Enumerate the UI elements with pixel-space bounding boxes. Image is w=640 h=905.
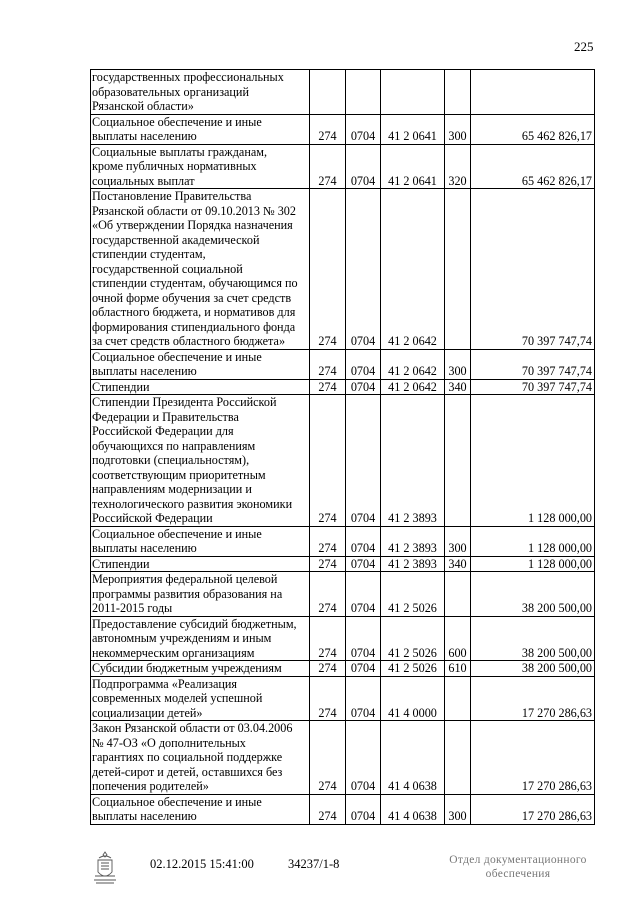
amount-cell: 65 462 826,17	[471, 114, 595, 144]
budget-table	[90, 69, 595, 825]
item-name-line: Стипендии	[92, 379, 150, 394]
target-article-cell: 41 4 0638	[381, 721, 445, 795]
target-article-cell: 41 4 0638	[381, 794, 445, 824]
section-code-cell: 0704	[346, 526, 381, 556]
item-name-cell	[91, 721, 310, 795]
item-name-line: формирования стипендиального фонда	[92, 319, 296, 334]
stamp-line: Отдел документационного	[449, 854, 587, 866]
footer	[0, 850, 640, 890]
item-name-line: Рязанской области от 09.10.2013 № 302	[92, 203, 296, 218]
item-name-cell	[91, 676, 310, 721]
item-name-line: Закон Рязанской области от 03.04.2006	[92, 721, 293, 735]
amount-cell	[471, 70, 595, 115]
item-name-line: Предоставление субсидий бюджетным,	[92, 616, 297, 631]
section-code-cell: 0704	[346, 676, 381, 721]
table-row	[91, 114, 595, 144]
department-code-cell: 274	[310, 721, 346, 795]
table-row	[91, 144, 595, 189]
item-name-line: автономным учреждениям и иным	[92, 631, 272, 645]
stamp-line: обеспечения	[485, 868, 551, 880]
amount-cell: 70 397 747,74	[471, 379, 595, 395]
item-name-line: социализации детей»	[92, 705, 203, 720]
item-name-line: попечения родителей»	[92, 779, 209, 793]
section-code-cell: 0704	[346, 395, 381, 527]
target-article-cell: 41 4 0000	[381, 676, 445, 721]
target-article-cell	[381, 70, 445, 115]
amount-cell: 1 128 000,00	[471, 556, 595, 572]
item-name-line: гарантиях по социальной поддержке	[92, 750, 283, 764]
expense-type-cell: 300	[445, 526, 471, 556]
table-row	[91, 616, 595, 661]
document-date: 02.12.2015 15:41:00	[150, 857, 254, 871]
target-article-cell: 41 2 3893	[381, 395, 445, 527]
section-code-cell: 0704	[346, 661, 381, 677]
target-article-cell: 41 2 0641	[381, 114, 445, 144]
expense-type-cell: 340	[445, 556, 471, 572]
amount-cell: 70 397 747,74	[471, 349, 595, 379]
item-name-line: областного бюджета, и нормативов для	[92, 305, 296, 319]
target-article-cell: 41 2 0642	[381, 349, 445, 379]
item-name-line: детей-сирот и детей, оставшихся без	[92, 764, 283, 779]
item-name-line: Мероприятия федеральной целевой	[92, 572, 278, 586]
department-code-cell: 274	[310, 676, 346, 721]
expense-type-cell: 340	[445, 379, 471, 395]
department-code-cell	[310, 70, 346, 115]
amount-cell: 38 200 500,00	[471, 572, 595, 617]
amount-cell: 17 270 286,63	[471, 721, 595, 795]
item-name-cell	[91, 144, 310, 189]
item-name-line: некоммерческим организациям	[92, 645, 255, 660]
department-code-cell: 274	[310, 526, 346, 556]
amount-cell: 65 462 826,17	[471, 144, 595, 189]
item-name-cell	[91, 379, 310, 395]
item-name-line: стипендии студентам,	[92, 247, 206, 261]
table-row	[91, 349, 595, 379]
item-name-line: Российской Федерации для	[92, 424, 234, 438]
item-name-cell	[91, 556, 310, 572]
expense-type-cell: 300	[445, 349, 471, 379]
amount-cell: 38 200 500,00	[471, 616, 595, 661]
item-name-cell	[91, 114, 310, 144]
item-name-line: Социальное обеспечение и иные	[92, 114, 262, 129]
item-name-line: Социальное обеспечение и иные	[92, 526, 262, 541]
item-name-line: Рязанской области»	[92, 99, 194, 113]
table-row	[91, 189, 595, 350]
item-name-line: образовательных организаций	[92, 84, 249, 99]
table-row	[91, 526, 595, 556]
item-name-line: выплаты населению	[92, 541, 197, 555]
item-name-line: «Об утверждении Порядка назначения	[92, 218, 293, 232]
item-name-line: подготовки (специальностям),	[92, 453, 250, 467]
expense-type-cell: 300	[445, 794, 471, 824]
expense-type-cell	[445, 721, 471, 795]
document-code: 34237/1-8	[288, 857, 340, 871]
table-row	[91, 572, 595, 617]
item-name-line: кроме публичных нормативных	[92, 159, 257, 173]
expense-type-cell	[445, 70, 471, 115]
section-code-cell: 0704	[346, 189, 381, 350]
item-name-line: стипендии студентам, обучающимся по	[92, 276, 298, 290]
item-name-line: социальных выплат	[92, 173, 195, 188]
item-name-line: государственной академической	[92, 232, 260, 247]
department-code-cell: 274	[310, 794, 346, 824]
section-code-cell: 0704	[346, 349, 381, 379]
item-name-cell	[91, 616, 310, 661]
amount-cell: 38 200 500,00	[471, 661, 595, 677]
item-name-line: № 47-ОЗ «О дополнительных	[92, 735, 246, 750]
table-row	[91, 395, 595, 527]
item-name-line: Подпрограмма «Реализация	[92, 676, 238, 691]
section-code-cell: 0704	[346, 114, 381, 144]
item-name-line: за счет средств областного бюджета»	[92, 334, 286, 348]
page-number: 225	[574, 39, 594, 54]
department-code-cell: 274	[310, 661, 346, 677]
item-name-line: выплаты населению	[92, 129, 197, 143]
item-name-line: государственной социальной	[92, 261, 243, 276]
amount-cell: 17 270 286,63	[471, 794, 595, 824]
section-code-cell	[346, 70, 381, 115]
expense-type-cell: 320	[445, 144, 471, 189]
item-name-cell	[91, 794, 310, 824]
item-name-line: 2011-2015 годы	[92, 601, 173, 615]
expense-type-cell	[445, 189, 471, 350]
item-name-line: Социальное обеспечение и иные	[92, 349, 262, 364]
target-article-cell: 41 2 5026	[381, 616, 445, 661]
expense-type-cell: 610	[445, 661, 471, 677]
department-code-cell: 274	[310, 144, 346, 189]
department-code-cell: 274	[310, 395, 346, 527]
item-name-cell	[91, 189, 310, 350]
item-name-line: современных моделей успешной	[92, 691, 263, 705]
item-name-cell	[91, 349, 310, 379]
target-article-cell: 41 2 0641	[381, 144, 445, 189]
table-row	[91, 794, 595, 824]
item-name-line: Постановление Правительства	[92, 189, 252, 203]
item-name-line: Субсидии бюджетным учреждениям	[92, 661, 282, 675]
expense-type-cell: 300	[445, 114, 471, 144]
section-code-cell: 0704	[346, 721, 381, 795]
amount-cell: 70 397 747,74	[471, 189, 595, 350]
table-row	[91, 676, 595, 721]
item-name-line: Социальное обеспечение и иные	[92, 794, 262, 809]
item-name-line: выплаты населению	[92, 809, 197, 823]
department-stamp	[448, 853, 588, 881]
item-name-line: выплаты населению	[92, 364, 197, 378]
table-row	[91, 721, 595, 795]
item-name-line: Стипендии Президента Российской	[92, 395, 277, 409]
coat-of-arms-icon	[92, 850, 118, 884]
table-row	[91, 379, 595, 395]
amount-cell: 1 128 000,00	[471, 526, 595, 556]
expense-type-cell: 600	[445, 616, 471, 661]
item-name-line: государственных профессиональных	[92, 70, 284, 84]
expense-type-cell	[445, 676, 471, 721]
item-name-cell	[91, 526, 310, 556]
expense-type-cell	[445, 395, 471, 527]
department-code-cell: 274	[310, 114, 346, 144]
section-code-cell: 0704	[346, 616, 381, 661]
department-code-cell: 274	[310, 379, 346, 395]
department-code-cell: 274	[310, 572, 346, 617]
section-code-cell: 0704	[346, 556, 381, 572]
item-name-cell	[91, 395, 310, 527]
department-code-cell: 274	[310, 349, 346, 379]
department-code-cell: 274	[310, 556, 346, 572]
section-code-cell: 0704	[346, 572, 381, 617]
item-name-line: направлениям модернизации и	[92, 482, 252, 496]
target-article-cell: 41 2 0642	[381, 379, 445, 395]
item-name-cell	[91, 572, 310, 617]
item-name-line: соответствующим приоритетным	[92, 467, 266, 482]
item-name-line: Российской Федерации	[92, 511, 213, 525]
target-article-cell: 41 2 0642	[381, 189, 445, 350]
item-name-line: технологического развития экономики	[92, 496, 293, 511]
department-code-cell: 274	[310, 189, 346, 350]
target-article-cell: 41 2 5026	[381, 572, 445, 617]
item-name-line: программы развития образования на	[92, 586, 283, 601]
target-article-cell: 41 2 3893	[381, 526, 445, 556]
table-row	[91, 70, 595, 115]
item-name-line: Стипендии	[92, 556, 150, 571]
section-code-cell: 0704	[346, 794, 381, 824]
department-code-cell: 274	[310, 616, 346, 661]
table-row	[91, 556, 595, 572]
section-code-cell: 0704	[346, 379, 381, 395]
item-name-line: Федерации и Правительства	[92, 409, 239, 424]
item-name-cell	[91, 661, 310, 677]
expense-type-cell	[445, 572, 471, 617]
amount-cell: 1 128 000,00	[471, 395, 595, 527]
table-row	[91, 661, 595, 677]
item-name-line: Социальные выплаты гражданам,	[92, 144, 268, 159]
amount-cell: 17 270 286,63	[471, 676, 595, 721]
target-article-cell: 41 2 5026	[381, 661, 445, 677]
item-name-cell	[91, 70, 310, 115]
section-code-cell: 0704	[346, 144, 381, 189]
target-article-cell: 41 2 3893	[381, 556, 445, 572]
item-name-line: очной форме обучения за счет средств	[92, 290, 292, 305]
item-name-line: обучающихся по направлениям	[92, 438, 256, 453]
